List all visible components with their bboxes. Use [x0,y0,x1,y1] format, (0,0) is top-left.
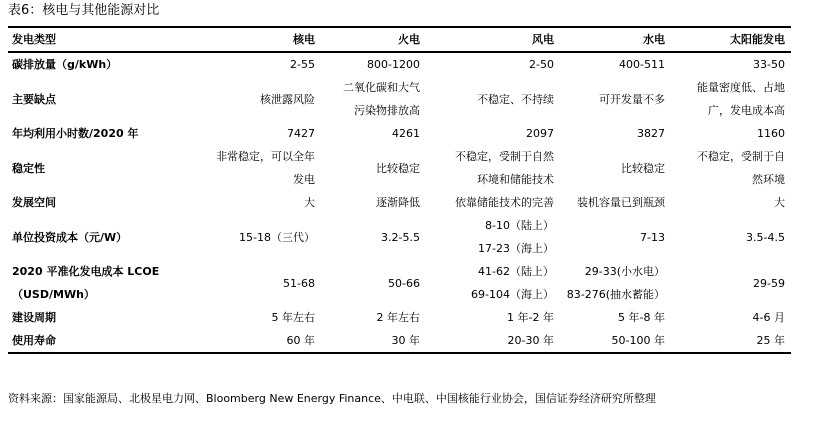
cell-line: 60 年 [286,334,315,347]
table-row [8,76,791,122]
cell-hydro [560,306,671,329]
row-label-line: 稳定性 [12,161,45,175]
cell-thermal [321,306,426,329]
cell-line: 29-33(小水电） [584,265,665,278]
table-body [8,52,791,353]
row-label [8,122,193,145]
cell-line: 2-55 [290,58,315,71]
cell-nuclear [193,329,321,353]
cell-line: 广，发电成本高 [708,104,785,117]
cell-solar [671,214,791,260]
cell-line: 3827 [637,127,665,140]
header-row [8,27,791,52]
cell-line: 4261 [392,127,420,140]
cell-line: 800-1200 [367,58,420,71]
row-label [8,191,193,214]
cell-wind [426,306,560,329]
cell-wind [426,76,560,122]
cell-line: 15-18（三代） [239,230,315,244]
cell-nuclear [193,76,321,122]
table-row [8,52,791,76]
cell-solar [671,145,791,191]
cell-line: 7-13 [640,230,665,244]
cell-solar [671,306,791,329]
cell-line: 2-50 [529,58,554,71]
cell-wind [426,145,560,191]
cell-thermal [321,76,426,122]
cell-line: 大 [774,196,785,209]
energy-comparison-table [8,26,791,354]
cell-line: 不稳定、不持续 [477,92,554,106]
cell-line: 大 [304,196,315,209]
cell-nuclear [193,52,321,76]
cell-line: 二氧化碳和大气 [343,81,420,94]
header-type: 发电类型 [8,27,193,52]
cell-line: 29-59 [753,276,785,290]
header-wind: 风电 [426,27,560,52]
cell-line: 比较稳定 [621,161,665,175]
cell-line: 69-104（海上） [471,288,554,301]
cell-line: 50-66 [388,276,420,290]
cell-line: 环境和储能技术 [477,173,554,186]
cell-line: 发电 [293,173,315,186]
cell-hydro [560,329,671,353]
table-row [8,214,791,260]
cell-line: 1160 [757,127,785,140]
cell-hydro [560,52,671,76]
cell-line: 30 年 [391,334,420,347]
cell-thermal [321,329,426,353]
row-label [8,76,193,122]
cell-line: 41-62（陆上） [478,265,554,278]
cell-line: 3.2-5.5 [381,230,420,244]
cell-wind [426,191,560,214]
cell-solar [671,260,791,306]
cell-line: 不稳定，受制于自 [697,150,785,163]
cell-nuclear [193,191,321,214]
cell-solar [671,191,791,214]
table-row [8,329,791,353]
cell-line: 比较稳定 [376,161,420,175]
header-thermal: 火电 [321,27,426,52]
cell-solar [671,76,791,122]
row-label-line: 使用寿命 [12,334,56,347]
cell-wind [426,260,560,306]
cell-thermal [321,122,426,145]
cell-line: 20-30 年 [507,334,554,347]
cell-hydro [560,214,671,260]
cell-line: 逐渐降低 [376,196,420,209]
row-label-line: 建设周期 [12,311,56,324]
cell-hydro [560,191,671,214]
cell-thermal [321,260,426,306]
cell-wind [426,122,560,145]
row-label-line: 2020 平准化发电成本 LCOE [12,265,160,278]
table-row [8,191,791,214]
row-label-line: 碳排放量（g/kWh） [12,58,118,71]
cell-line: 4-6 月 [752,311,785,324]
row-label-line: （USD/MWh） [12,288,95,301]
cell-hydro [560,145,671,191]
cell-hydro [560,76,671,122]
cell-line: 17-23（海上） [478,242,554,255]
cell-nuclear [193,145,321,191]
cell-hydro [560,260,671,306]
cell-nuclear [193,122,321,145]
cell-line: 5 年左右 [271,311,315,324]
cell-thermal [321,145,426,191]
cell-solar [671,52,791,76]
cell-solar [671,329,791,353]
header-hydro: 水电 [560,27,671,52]
cell-line: 51-68 [283,276,315,290]
cell-line: 可开发量不多 [599,92,665,106]
row-label [8,145,193,191]
cell-nuclear [193,306,321,329]
cell-solar [671,122,791,145]
header-solar: 太阳能发电 [671,27,791,52]
cell-wind [426,329,560,353]
cell-line: 83-276(抽水蓄能） [566,288,665,301]
cell-thermal [321,52,426,76]
cell-line: 然环境 [752,173,785,186]
cell-line: 8-10（陆上） [485,219,554,232]
cell-line: 非常稳定，可以全年 [216,150,315,163]
cell-line: 能量密度低、占地 [697,81,785,94]
row-label [8,260,193,306]
row-label-line: 单位投资成本（元/W） [12,230,128,244]
cell-line: 污染物排放高 [354,104,420,117]
row-label [8,52,193,76]
table-row [8,306,791,329]
table-title: 表6：核电与其他能源对比 [8,3,160,18]
cell-nuclear [193,214,321,260]
cell-line: 50-100 年 [611,334,665,347]
cell-line: 7427 [287,127,315,140]
row-label [8,329,193,353]
row-label [8,306,193,329]
table-row [8,260,791,306]
cell-thermal [321,214,426,260]
cell-hydro [560,122,671,145]
row-label-line: 年均利用小时数/2020 年 [12,127,139,140]
cell-nuclear [193,260,321,306]
cell-line: 2 年左右 [376,311,420,324]
cell-line: 2097 [526,127,554,140]
cell-line: 5 年-8 年 [618,311,665,324]
cell-line: 装机容量已到瓶颈 [577,196,665,209]
cell-line: 25 年 [756,334,785,347]
cell-line: 不稳定，受制于自然 [455,150,554,163]
row-label [8,214,193,260]
cell-wind [426,52,560,76]
cell-wind [426,214,560,260]
table-row [8,145,791,191]
row-label-line: 发展空间 [12,196,56,209]
header-nuclear: 核电 [193,27,321,52]
source-note: 资料来源：国家能源局、北极星电力网、Bloomberg New Energy Finance、中电联、中国核能行业协会，国信证券经济研究所整理 [8,392,656,405]
cell-thermal [321,191,426,214]
cell-line: 3.5-4.5 [746,230,785,244]
cell-line: 400-511 [619,58,665,71]
table-row [8,122,791,145]
row-label-line: 主要缺点 [12,92,56,106]
cell-line: 核泄露风险 [260,92,315,106]
cell-line: 依靠储能技术的完善 [455,196,554,209]
cell-line: 33-50 [753,58,785,71]
cell-line: 1 年-2 年 [507,311,554,324]
